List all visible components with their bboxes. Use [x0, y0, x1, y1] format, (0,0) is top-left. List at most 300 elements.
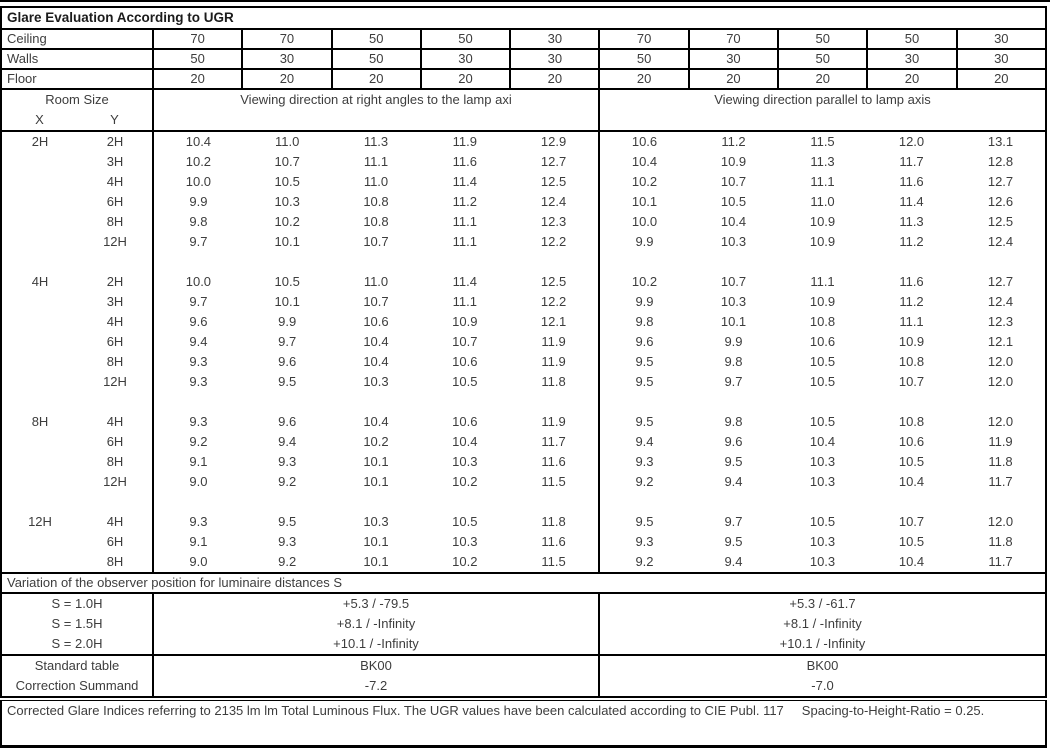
ugr-value: 12.5	[540, 174, 567, 189]
ugr-value: 9.0	[189, 554, 208, 569]
ugr-value: 9.5	[724, 534, 743, 549]
ugr-value: 9.9	[635, 234, 654, 249]
ugr-value: 11.6	[541, 534, 566, 549]
surface-value: 50	[868, 30, 957, 48]
room-x-label: 4H	[31, 274, 49, 289]
ugr-value: 10.1	[631, 194, 658, 209]
surface-value: 30	[994, 31, 1009, 46]
ugr-value: 9.3	[635, 534, 654, 549]
ugr-value: 9.2	[278, 554, 297, 569]
ugr-row	[2, 232, 1045, 252]
ugr-value: 10.2	[452, 554, 478, 569]
ugr-value: 9.9	[724, 334, 743, 349]
ugr-value: 11.7	[988, 554, 1013, 569]
surface-value: 20	[779, 70, 868, 88]
footer-ratio-text: Spacing-to-Height-Ratio = 0.25.	[801, 703, 985, 718]
summary-rows	[2, 656, 1045, 696]
ugr-value: 10.7	[898, 514, 925, 529]
ugr-value: 10.2	[274, 214, 300, 229]
surface-value: 70	[154, 30, 243, 48]
room-x-label	[2, 532, 78, 552]
ugr-value: 10.1	[363, 454, 389, 469]
ugr-value: 10.4	[452, 434, 478, 449]
room-x-label: 8H	[31, 414, 49, 429]
ugr-value: 10.0	[631, 214, 658, 229]
room-size-header-cell	[2, 90, 154, 130]
ugr-value: 10.3	[363, 514, 389, 529]
surface-value: 20	[333, 70, 422, 88]
summary-value-right: -7.0	[811, 678, 834, 693]
ugr-value: 10.3	[274, 194, 300, 209]
surface-value: 70	[243, 30, 332, 48]
ugr-value: 9.6	[278, 354, 297, 369]
ugr-value: 10.2	[185, 154, 212, 169]
ugr-value: 9.4	[635, 434, 654, 449]
room-x-label	[2, 552, 78, 572]
surface-reflectance-rows	[2, 30, 1045, 90]
ugr-value: 11.7	[988, 474, 1013, 489]
surface-value: 20	[600, 70, 689, 88]
parallel-values	[600, 372, 1045, 392]
room-y-label: 2H	[78, 132, 154, 152]
room-y-label	[78, 392, 154, 412]
ugr-value: 10.9	[809, 214, 836, 229]
ugr-value: 11.6	[452, 154, 477, 169]
ugr-value: 10.9	[720, 154, 747, 169]
right-angles-values	[154, 332, 600, 352]
ugr-row	[2, 372, 1045, 392]
ugr-value: 11.0	[363, 274, 389, 289]
ugr-value: 11.1	[452, 234, 477, 249]
room-y-label: 2H	[78, 272, 154, 292]
room-y-label: 6H	[78, 192, 154, 212]
ugr-value: 9.0	[189, 474, 208, 489]
ugr-value: 10.4	[631, 154, 658, 169]
ugr-value: 10.7	[274, 154, 300, 169]
parallel-values	[600, 212, 1045, 232]
ugr-value: 10.5	[274, 174, 300, 189]
ugr-value: 9.3	[189, 414, 208, 429]
ugr-row	[2, 312, 1045, 332]
ugr-value: 9.5	[278, 514, 297, 529]
ugr-row	[2, 272, 1045, 292]
room-size-header: Room Size	[45, 92, 109, 107]
ugr-value: 10.3	[720, 294, 747, 309]
parallel-values	[600, 332, 1045, 352]
ugr-value: 10.1	[274, 234, 300, 249]
surface-value: 30	[994, 51, 1009, 66]
room-x-label	[2, 492, 78, 512]
ugr-value: 10.4	[809, 434, 836, 449]
room-x-label	[2, 172, 78, 192]
room-y-label: 4H	[78, 412, 154, 432]
ugr-value: 9.2	[278, 474, 297, 489]
ugr-value: 10.7	[898, 374, 925, 389]
room-x-label	[2, 372, 78, 392]
ugr-value: 9.3	[635, 454, 654, 469]
ugr-value: 9.9	[278, 314, 297, 329]
surface-value: 20	[511, 70, 600, 88]
ugr-value: 10.9	[809, 294, 836, 309]
s-variation-right: +10.1 / -Infinity	[779, 636, 866, 651]
s-distance-row	[2, 614, 1045, 634]
ugr-value: 10.5	[274, 274, 300, 289]
ugr-value: 10.5	[809, 374, 836, 389]
ugr-value: 9.5	[635, 414, 654, 429]
ugr-value: 12.2	[540, 234, 567, 249]
ugr-value: 9.3	[189, 374, 208, 389]
ugr-value: 10.0	[185, 274, 212, 289]
ugr-value: 11.5	[810, 134, 835, 149]
room-y-label: 12H	[78, 472, 154, 492]
ugr-value: 11.1	[899, 314, 924, 329]
surface-row	[2, 30, 1045, 50]
room-y-label: 12H	[78, 372, 154, 392]
ugr-value: 12.0	[898, 134, 925, 149]
surface-value: 30	[243, 50, 332, 68]
ugr-value: 9.8	[635, 314, 654, 329]
ugr-value: 9.7	[724, 374, 743, 389]
s-distance-label: S = 1.5H	[2, 614, 154, 634]
spacer-row	[2, 492, 1045, 512]
ugr-value: 10.3	[809, 554, 836, 569]
room-y-label: 8H	[78, 212, 154, 232]
ugr-value: 10.6	[363, 314, 389, 329]
ugr-value: 10.2	[631, 274, 658, 289]
ugr-value: 11.2	[899, 234, 924, 249]
ugr-value: 10.5	[898, 534, 925, 549]
s-distance-label: S = 1.0H	[2, 594, 154, 614]
right-angles-values	[154, 392, 600, 412]
right-angles-values	[154, 512, 600, 532]
ugr-value: 11.3	[810, 154, 835, 169]
room-y-label: 4H	[78, 512, 154, 532]
y-axis-header: Y	[110, 112, 119, 127]
ugr-value: 10.2	[363, 434, 389, 449]
ugr-value: 9.6	[189, 314, 208, 329]
right-angles-values	[154, 532, 600, 552]
ugr-value: 9.1	[189, 454, 208, 469]
ugr-value: 10.5	[809, 514, 836, 529]
ugr-value: 9.6	[278, 414, 297, 429]
parallel-values	[600, 552, 1045, 572]
surface-value: 50	[422, 30, 511, 48]
page-title: Glare Evaluation According to UGR	[2, 8, 1045, 30]
ugr-value: 12.0	[987, 374, 1014, 389]
ugr-value: 11.8	[988, 454, 1013, 469]
ugr-value: 12.1	[540, 314, 567, 329]
ugr-value: 11.3	[363, 134, 389, 149]
room-x-label	[2, 432, 78, 452]
parallel-values	[600, 312, 1045, 332]
ugr-value: 10.6	[898, 434, 925, 449]
right-angles-values	[154, 272, 600, 292]
right-angles-values	[154, 252, 600, 272]
s-variation-right: +5.3 / -61.7	[789, 596, 856, 611]
ugr-row	[2, 332, 1045, 352]
ugr-value: 11.5	[541, 474, 566, 489]
right-angles-values	[154, 452, 600, 472]
ugr-value: 11.0	[275, 134, 300, 149]
ugr-value: 11.1	[452, 294, 477, 309]
parallel-values	[600, 392, 1045, 412]
ugr-value: 11.0	[363, 174, 389, 189]
ugr-value: 9.6	[635, 334, 654, 349]
ugr-value: 11.4	[452, 174, 477, 189]
viewing-direction-parallel-header: Viewing direction parallel to lamp axis	[714, 92, 931, 107]
room-x-label	[2, 252, 78, 272]
ugr-value: 10.6	[631, 134, 658, 149]
ugr-row	[2, 412, 1045, 432]
variation-header: Variation of the observer position for luminaire distances S	[2, 574, 1045, 594]
parallel-values	[600, 252, 1045, 272]
parallel-values	[600, 272, 1045, 292]
ugr-value: 12.4	[987, 294, 1014, 309]
right-angles-values	[154, 132, 600, 152]
ugr-value: 10.1	[363, 534, 389, 549]
room-y-label: 12H	[78, 232, 154, 252]
ugr-value: 9.7	[189, 294, 208, 309]
ugr-value: 10.4	[363, 354, 389, 369]
room-x-label	[2, 472, 78, 492]
ugr-value: 9.5	[635, 514, 654, 529]
right-angles-values	[154, 432, 600, 452]
room-y-label: 6H	[78, 332, 154, 352]
ugr-value: 9.8	[724, 414, 743, 429]
right-angles-values	[154, 412, 600, 432]
ugr-value: 10.7	[720, 174, 747, 189]
room-y-label: 4H	[78, 312, 154, 332]
ugr-data-rows	[2, 132, 1045, 574]
ugr-value: 12.3	[987, 314, 1014, 329]
ugr-value: 10.6	[452, 354, 478, 369]
room-y-label: 8H	[78, 352, 154, 372]
ugr-value: 9.1	[189, 534, 208, 549]
surface-value: 50	[779, 30, 868, 48]
ugr-value: 9.5	[724, 454, 743, 469]
s-variation-left: +10.1 / -Infinity	[154, 634, 600, 654]
ugr-value: 10.5	[452, 374, 478, 389]
ugr-value: 10.3	[452, 454, 478, 469]
ugr-value: 10.3	[809, 534, 836, 549]
observer-variation-rows	[2, 594, 1045, 656]
ugr-value: 12.5	[987, 214, 1014, 229]
surface-value: 30	[422, 50, 511, 68]
ugr-value: 10.8	[809, 314, 836, 329]
ugr-value: 11.4	[899, 194, 924, 209]
ugr-value: 10.5	[809, 354, 836, 369]
ugr-value: 10.7	[720, 274, 747, 289]
summary-row	[2, 656, 1045, 676]
room-x-label: 2H	[31, 134, 49, 149]
s-distance-row	[2, 594, 1045, 614]
room-x-label	[2, 312, 78, 332]
summary-value-left: BK00	[154, 656, 600, 676]
ugr-value: 11.6	[541, 454, 566, 469]
ugr-value: 11.9	[988, 434, 1013, 449]
ugr-value: 10.4	[363, 334, 389, 349]
ugr-value: 12.5	[540, 274, 567, 289]
parallel-values	[600, 292, 1045, 312]
right-angles-values	[154, 232, 600, 252]
ugr-value: 10.8	[898, 354, 925, 369]
ugr-value: 12.4	[987, 234, 1014, 249]
room-x-label	[2, 292, 78, 312]
ugr-value: 9.2	[635, 554, 654, 569]
ugr-value: 12.6	[987, 194, 1014, 209]
room-y-label	[78, 252, 154, 272]
surface-value: 30	[868, 50, 957, 68]
room-x-label	[2, 232, 78, 252]
surface-label: Ceiling	[2, 30, 154, 48]
ugr-value: 10.3	[363, 374, 389, 389]
ugr-value: 9.2	[189, 434, 208, 449]
right-angles-values	[154, 552, 600, 572]
ugr-value: 11.7	[899, 154, 924, 169]
ugr-value: 9.4	[278, 434, 297, 449]
room-x-label	[2, 212, 78, 232]
ugr-value: 10.5	[720, 194, 747, 209]
surface-value: 70	[600, 30, 689, 48]
ugr-value: 10.5	[809, 414, 836, 429]
ugr-value: 11.8	[541, 374, 566, 389]
ugr-table	[0, 6, 1047, 698]
viewing-direction-right-angles-header: Viewing direction at right angles to the lamp axi	[154, 90, 600, 130]
ugr-value: 11.6	[899, 174, 924, 189]
surface-value: 20	[422, 70, 511, 88]
room-y-label: 8H	[78, 552, 154, 572]
surface-value: 30	[690, 50, 779, 68]
ugr-row	[2, 152, 1045, 172]
ugr-value: 11.2	[721, 134, 746, 149]
surface-value: 20	[690, 70, 779, 88]
ugr-value: 11.9	[541, 334, 566, 349]
ugr-row	[2, 192, 1045, 212]
right-angles-values	[154, 152, 600, 172]
ugr-value: 11.8	[988, 534, 1013, 549]
ugr-row	[2, 472, 1045, 492]
s-variation-left: +5.3 / -79.5	[154, 594, 600, 614]
parallel-values	[600, 132, 1045, 152]
ugr-value: 11.9	[541, 414, 566, 429]
parallel-values	[600, 472, 1045, 492]
ugr-row	[2, 212, 1045, 232]
parallel-values	[600, 412, 1045, 432]
ugr-value: 10.8	[363, 214, 389, 229]
surface-value: 50	[333, 30, 422, 48]
ugr-value: 9.9	[635, 294, 654, 309]
parallel-values	[600, 512, 1045, 532]
summary-value-left: -7.2	[154, 676, 600, 696]
room-x-label	[2, 332, 78, 352]
ugr-value: 11.1	[363, 154, 389, 169]
ugr-value: 11.9	[541, 354, 566, 369]
ugr-value: 11.0	[810, 194, 835, 209]
surface-value: 20	[243, 70, 332, 88]
room-y-label: 6H	[78, 532, 154, 552]
surface-value: 20	[868, 70, 957, 88]
s-variation-right: +8.1 / -Infinity	[783, 616, 862, 631]
ugr-value: 9.3	[189, 354, 208, 369]
ugr-value: 11.8	[541, 514, 566, 529]
ugr-value: 10.9	[898, 334, 925, 349]
ugr-value: 10.4	[898, 554, 925, 569]
room-y-label: 8H	[78, 452, 154, 472]
ugr-value: 9.7	[278, 334, 297, 349]
ugr-value: 10.3	[809, 454, 836, 469]
ugr-value: 11.1	[810, 274, 835, 289]
ugr-value: 10.3	[452, 534, 478, 549]
ugr-row	[2, 132, 1045, 152]
spacer-row	[2, 392, 1045, 412]
s-variation-left: +8.1 / -Infinity	[154, 614, 600, 634]
ugr-value: 10.5	[898, 454, 925, 469]
surface-label: Floor	[2, 70, 154, 88]
surface-value: 70	[690, 30, 779, 48]
ugr-value: 11.9	[452, 134, 477, 149]
parallel-values	[600, 192, 1045, 212]
surface-row	[2, 70, 1045, 90]
ugr-value: 9.8	[724, 354, 743, 369]
parallel-values	[600, 152, 1045, 172]
ugr-value: 9.4	[724, 554, 743, 569]
summary-label: Correction Summand	[2, 676, 154, 696]
ugr-row	[2, 512, 1045, 532]
surface-value: 30	[511, 30, 600, 48]
ugr-value: 11.1	[810, 174, 835, 189]
ugr-value: 9.7	[724, 514, 743, 529]
ugr-value: 10.7	[452, 334, 478, 349]
ugr-row	[2, 432, 1045, 452]
ugr-value: 11.2	[899, 294, 924, 309]
ugr-value: 9.5	[278, 374, 297, 389]
ugr-value: 12.4	[540, 194, 567, 209]
parallel-values	[600, 172, 1045, 192]
ugr-value: 11.7	[541, 434, 566, 449]
room-y-label: 3H	[78, 292, 154, 312]
ugr-value: 10.4	[898, 474, 925, 489]
ugr-value: 10.7	[363, 234, 389, 249]
surface-value: 50	[600, 50, 689, 68]
ugr-value: 12.0	[987, 414, 1014, 429]
ugr-value: 9.7	[189, 234, 208, 249]
ugr-value: 12.0	[987, 354, 1014, 369]
ugr-value: 10.8	[898, 414, 925, 429]
parallel-values	[600, 492, 1045, 512]
ugr-value: 11.3	[899, 214, 924, 229]
ugr-value: 10.1	[363, 474, 389, 489]
ugr-value: 10.1	[363, 554, 389, 569]
right-angles-values	[154, 472, 600, 492]
surface-value: 20	[154, 70, 243, 88]
ugr-row	[2, 532, 1045, 552]
ugr-value: 10.3	[720, 234, 747, 249]
room-x-label	[2, 352, 78, 372]
right-angles-values	[154, 212, 600, 232]
ugr-value: 12.3	[540, 214, 567, 229]
xy-axis-header	[2, 110, 152, 130]
ugr-value: 12.7	[540, 154, 567, 169]
ugr-value: 10.3	[809, 474, 836, 489]
room-x-label: 12H	[28, 514, 52, 529]
right-angles-values	[154, 352, 600, 372]
ugr-value: 12.7	[987, 174, 1014, 189]
surface-label: Walls	[2, 50, 154, 68]
ugr-value: 9.5	[635, 374, 654, 389]
parallel-values	[600, 232, 1045, 252]
summary-row	[2, 676, 1045, 696]
ugr-value: 10.6	[809, 334, 836, 349]
